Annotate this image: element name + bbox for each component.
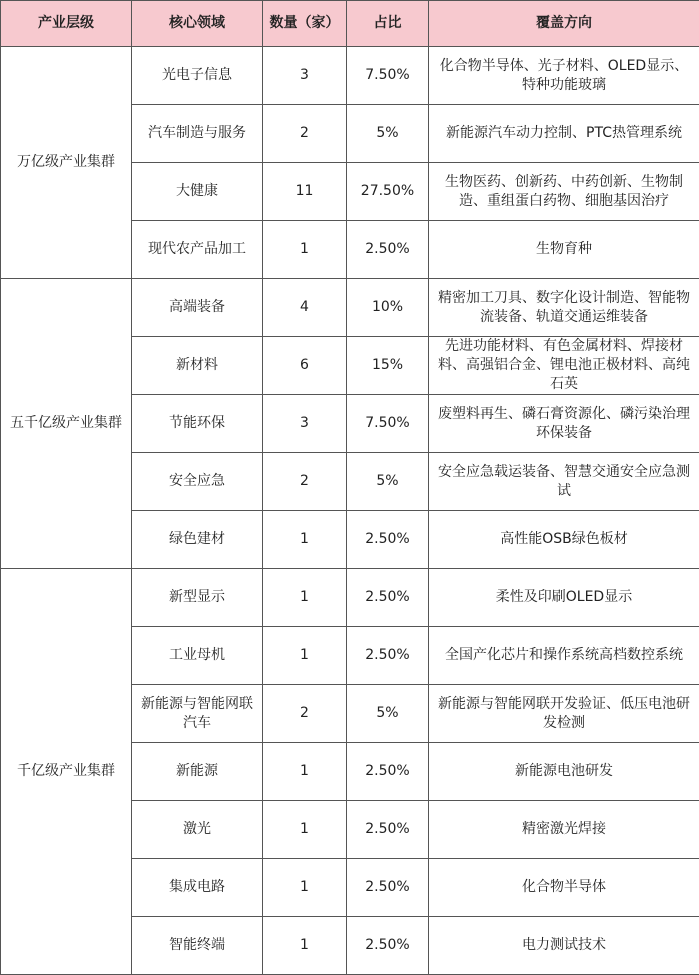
share-cell: 10%: [347, 279, 429, 337]
direction-cell: 化合物半导体、光子材料、OLED显示、特种功能玻璃: [429, 47, 699, 105]
field-cell: 光电子信息: [132, 47, 263, 105]
share-cell: 2.50%: [347, 801, 429, 859]
count-cell: 1: [263, 221, 347, 279]
direction-cell: 化合物半导体: [429, 859, 699, 917]
share-cell: 7.50%: [347, 395, 429, 453]
count-cell: 2: [263, 105, 347, 163]
field-cell: 集成电路: [132, 859, 263, 917]
count-cell: 2: [263, 685, 347, 743]
direction-cell: 先进功能材料、有色金属材料、焊接材料、高强铝合金、锂电池正极材料、高纯石英: [429, 337, 699, 395]
field-cell: 安全应急: [132, 453, 263, 511]
field-cell: 汽车制造与服务: [132, 105, 263, 163]
direction-cell: 电力测试技术: [429, 917, 699, 975]
table-row: [1, 569, 699, 627]
header-direction: 覆盖方向: [429, 1, 699, 47]
field-cell: 新能源: [132, 743, 263, 801]
field-cell: 绿色建材: [132, 511, 263, 569]
count-cell: 1: [263, 743, 347, 801]
count-cell: 1: [263, 511, 347, 569]
header-tier: 产业层级: [1, 1, 132, 47]
group-label: 万亿级产业集群: [1, 47, 132, 279]
share-cell: 15%: [347, 337, 429, 395]
direction-cell: 全国产化芯片和操作系统高档数控系统: [429, 627, 699, 685]
count-cell: 3: [263, 395, 347, 453]
header-field: 核心领域: [132, 1, 263, 47]
direction-cell: 生物医药、创新药、中药创新、生物制造、重组蛋白药物、细胞基因治疗: [429, 163, 699, 221]
group-label: 五千亿级产业集群: [1, 279, 132, 569]
direction-cell: 废塑料再生、磷石膏资源化、磷污染治理环保装备: [429, 395, 699, 453]
count-cell: 6: [263, 337, 347, 395]
field-cell: 新能源与智能网联汽车: [132, 685, 263, 743]
share-cell: 2.50%: [347, 743, 429, 801]
field-cell: 新材料: [132, 337, 263, 395]
count-cell: 1: [263, 569, 347, 627]
field-cell: 工业母机: [132, 627, 263, 685]
share-cell: 2.50%: [347, 917, 429, 975]
direction-cell: 新能源与智能网联开发验证、低压电池研发检测: [429, 685, 699, 743]
share-cell: 5%: [347, 105, 429, 163]
direction-cell: 安全应急载运装备、智慧交通安全应急测试: [429, 453, 699, 511]
share-cell: 2.50%: [347, 511, 429, 569]
share-cell: 2.50%: [347, 859, 429, 917]
count-cell: 4: [263, 279, 347, 337]
table-row: [1, 279, 699, 337]
share-cell: 5%: [347, 453, 429, 511]
share-cell: 2.50%: [347, 569, 429, 627]
share-cell: 7.50%: [347, 47, 429, 105]
header-row: [1, 1, 699, 47]
field-cell: 节能环保: [132, 395, 263, 453]
direction-cell: 精密激光焊接: [429, 801, 699, 859]
table-row: [1, 47, 699, 105]
direction-cell: 精密加工刀具、数字化设计制造、智能物流装备、轨道交通运维装备: [429, 279, 699, 337]
count-cell: 1: [263, 917, 347, 975]
direction-cell: 柔性及印刷OLED显示: [429, 569, 699, 627]
field-cell: 新型显示: [132, 569, 263, 627]
direction-cell: 高性能OSB绿色板材: [429, 511, 699, 569]
field-cell: 高端装备: [132, 279, 263, 337]
direction-cell: 生物育种: [429, 221, 699, 279]
share-cell: 27.50%: [347, 163, 429, 221]
count-cell: 11: [263, 163, 347, 221]
count-cell: 2: [263, 453, 347, 511]
share-cell: 2.50%: [347, 627, 429, 685]
header-count: 数量（家）: [263, 1, 347, 47]
share-cell: 2.50%: [347, 221, 429, 279]
header-share: 占比: [347, 1, 429, 47]
count-cell: 1: [263, 627, 347, 685]
direction-cell: 新能源电池研发: [429, 743, 699, 801]
count-cell: 3: [263, 47, 347, 105]
field-cell: 激光: [132, 801, 263, 859]
count-cell: 1: [263, 859, 347, 917]
field-cell: 大健康: [132, 163, 263, 221]
share-cell: 5%: [347, 685, 429, 743]
direction-cell: 新能源汽车动力控制、PTC热管理系统: [429, 105, 699, 163]
count-cell: 1: [263, 801, 347, 859]
field-cell: 现代农产品加工: [132, 221, 263, 279]
field-cell: 智能终端: [132, 917, 263, 975]
group-label: 千亿级产业集群: [1, 569, 132, 975]
